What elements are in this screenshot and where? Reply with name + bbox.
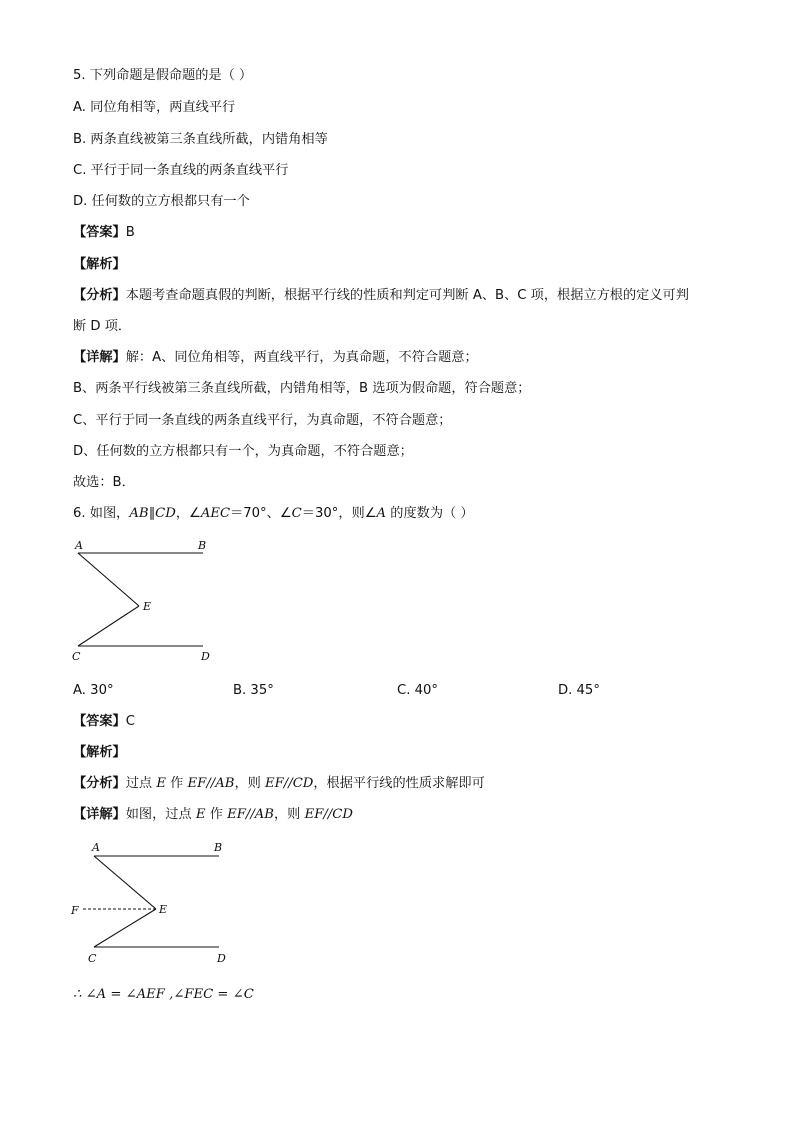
q6-stem-aec: AEC (200, 506, 231, 521)
fig2-label-f: F (71, 904, 79, 917)
q6-fenxi-mid2: ，则 (234, 776, 266, 791)
q6-detail-cd: CD (332, 807, 353, 822)
q6-answer-tag: 【答案】 (73, 714, 126, 729)
q6-stem-mid2: ＝70°、∠ (230, 506, 292, 521)
q6-fenxi-line (73, 775, 485, 792)
q5-answer: B (125, 225, 135, 240)
fig2-label-c: C (88, 952, 97, 965)
fig1-label-e: E (143, 600, 152, 613)
q6-fenxi-par2: // (283, 776, 293, 791)
fig1-label-d: D (201, 650, 210, 663)
q5-detail-tag: 【详解】 (73, 350, 126, 365)
q5-stem: 5. 下列命题是假命题的是（ ） (73, 68, 253, 83)
fig2-label-d: D (217, 952, 226, 965)
q5-option-b: B. 两条直线被第三条直线所截，内错角相等 (73, 132, 328, 147)
q6-analysis-tag: 【解析】 (73, 745, 126, 760)
q6-detail-mid2: ，则 (274, 807, 305, 822)
q5-fenxi-tag: 【分析】 (73, 288, 126, 303)
q6-fenxi-end: ，根据平行线的性质求解即可 (313, 776, 485, 791)
fig2-label-e: E (159, 903, 168, 916)
q5-option-a: A. 同位角相等，两直线平行 (73, 100, 236, 115)
q6-formula: ∴ ∠A = ∠AEF ,∠FEC = ∠C (73, 987, 254, 1002)
q6-stem-parallel: ∥ (148, 506, 156, 521)
fig1-label-c: C (72, 650, 81, 663)
q6-detail-ef1: EF (227, 807, 246, 822)
fig2-label-b: B (214, 841, 223, 854)
q5-analysis-tag: 【解析】 (73, 257, 126, 272)
q6-option-c: C. 40° (397, 683, 438, 698)
q6-fenxi-ef2: EF (265, 776, 284, 791)
q6-stem-mid1: ，∠ (175, 506, 201, 521)
q6-detail-line (73, 806, 353, 823)
q6-detail-tag: 【详解】 (73, 807, 126, 822)
q6-option-d: D. 45° (558, 683, 600, 698)
q5-detail-text1: 解：A、同位角相等，两直线平行，为真命题，不符合题意； (125, 350, 478, 365)
q6-detail-pre: 如图，过点 (125, 807, 196, 822)
q5-answer-tag: 【答案】 (73, 225, 126, 240)
q6-stem-cd: CD (155, 506, 176, 521)
q6-stem-ab: AB (129, 506, 149, 521)
q5-detail-line2: B、两条平行线被第三条直线所截，内错角相等，B 选项为假命题，符合题意； (73, 381, 531, 396)
q6-fenxi-tag: 【分析】 (73, 776, 126, 791)
q6-detail-par1: // (245, 807, 255, 822)
q6-detail-e: E (195, 807, 206, 822)
q6-stem-mid3: ＝30°，则∠ (301, 506, 377, 521)
fig1-label-a: A (75, 539, 83, 552)
fig2-lines (83, 856, 219, 947)
q6-fenxi-cd: CD (292, 776, 314, 791)
q6-stem-a: A (376, 506, 387, 521)
q6-fenxi-ef1: EF (187, 776, 207, 791)
q6-detail-ab: AB (254, 807, 274, 822)
q5-detail-line3: C、平行于同一条直线的两条直线平行，为真命题，不符合题意； (73, 413, 452, 428)
fig2-label-a: A (92, 841, 100, 854)
q5-choose: 故选：B． (73, 475, 135, 490)
q5-fenxi-text1: 本题考查命题真假的判断，根据平行线的性质和判定可判断 A、B、C 项，根据立方根的定义可判 (125, 288, 689, 303)
fig1-label-b: B (198, 539, 207, 552)
q6-stem-end: 的度数为（ ） (386, 506, 474, 521)
q6-fenxi-e: E (156, 776, 166, 791)
q6-stem-c: C (291, 506, 302, 521)
q5-fenxi-line2: 断 D 项． (73, 319, 132, 334)
q6-answer-line (73, 713, 135, 730)
q5-option-c: C. 平行于同一条直线的两条直线平行 (73, 163, 289, 178)
fig1-lines (78, 553, 203, 646)
q6-detail-par2: // (323, 807, 333, 822)
q6-detail-ef2: EF (304, 807, 324, 822)
q6-fenxi-par1: // (206, 776, 216, 791)
q6-fenxi-pre: 过点 (125, 776, 157, 791)
q6-option-a: A. 30° (73, 683, 114, 698)
q5-detail-line4: D、任何数的立方根都只有一个，为真命题，不符合题意； (73, 444, 413, 459)
q6-detail-mid1: 作 (205, 807, 228, 822)
q6-fenxi-mid1: 作 (165, 776, 188, 791)
q6-fenxi-ab: AB (215, 776, 235, 791)
q5-option-d: D. 任何数的立方根都只有一个 (73, 194, 250, 209)
q6-stem-prefix: 6. 如图， (73, 506, 130, 521)
q6-answer: C (125, 714, 135, 729)
q6-option-b: B. 35° (233, 683, 274, 698)
